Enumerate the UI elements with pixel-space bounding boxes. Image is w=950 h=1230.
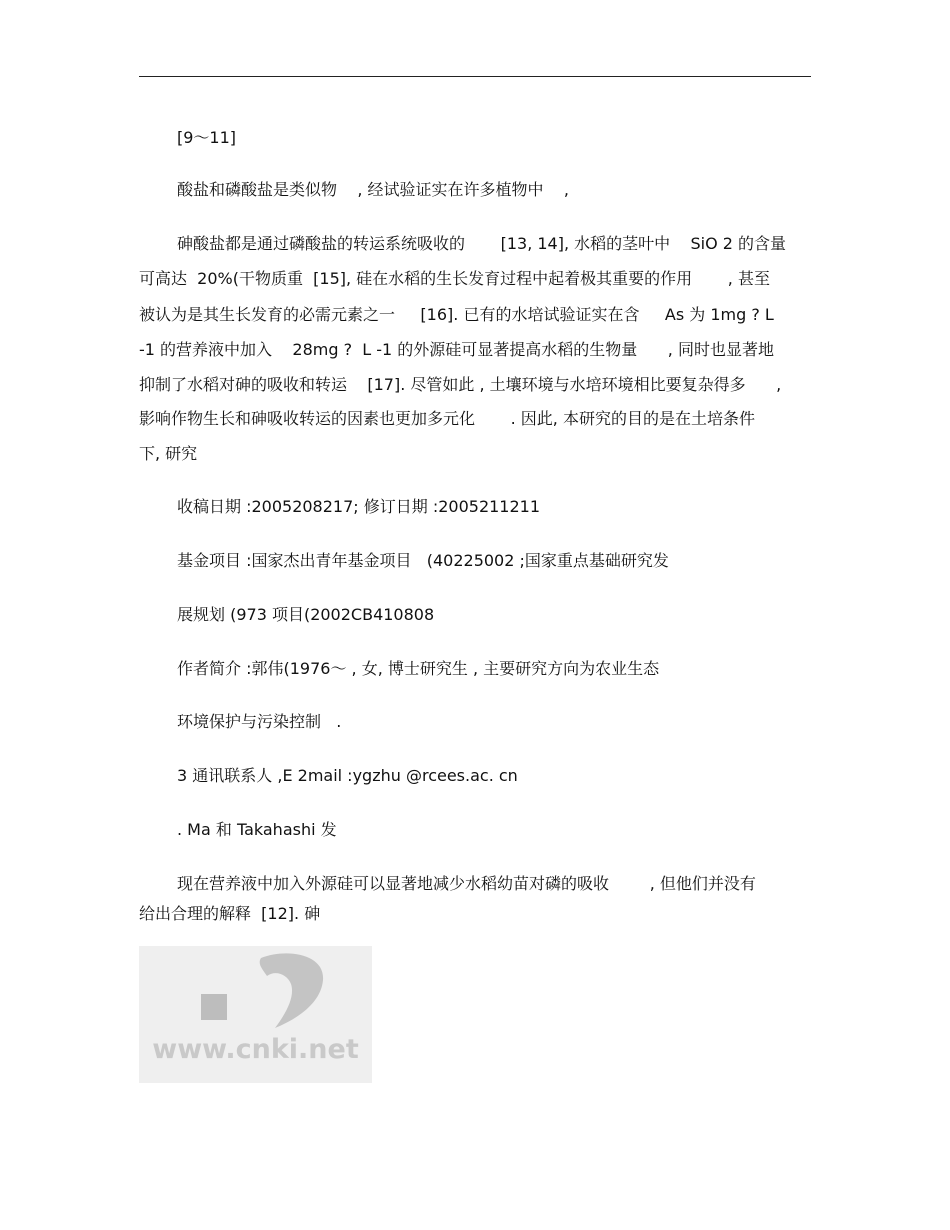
- header-rule: [139, 76, 811, 77]
- cnki-watermark: [139, 946, 372, 1083]
- watermark-text: www.cnki.net: [152, 1034, 359, 1065]
- text-line: 3 通讯联系人 ,E 2mail :ygzhu @rcees.ac. cn: [177, 766, 518, 785]
- text-line: -1 的营养液中加入 28mg ? L -1 的外源硅可显著提高水稻的生物量 , 同时也显著地: [139, 340, 774, 359]
- text-line: 给出合理的解释 [12]. 砷: [139, 904, 321, 923]
- text-line: 砷酸盐都是通过磷酸盐的转运系统吸收的 [13, 14], 水稻的茎叶中 SiO 2 的含量: [177, 234, 787, 253]
- text-line: 现在营养液中加入外源硅可以显著地减少水稻幼苗对磷的吸收 , 但他们并没有: [177, 874, 756, 893]
- text-line: 展规划 (973 项目(2002CB410808: [177, 605, 435, 624]
- text-line: 环境保护与污染控制 .: [177, 712, 342, 731]
- text-line: . Ma 和 Takahashi 发: [177, 820, 337, 839]
- text-line: 酸盐和磷酸盐是类似物 , 经试验证实在许多植物中 ,: [177, 180, 569, 199]
- text-line: [9～11]: [177, 128, 237, 147]
- cnki-logo-icon: [191, 946, 331, 1036]
- text-line: 被认为是其生长发育的必需元素之一 [16]. 已有的水培试验证实在含 As 为 1mg ? L: [139, 305, 774, 324]
- text-line: 可高达 20%(干物质重 [15], 硅在水稻的生长发育过程中起着极其重要的作用 , 甚至: [139, 269, 770, 288]
- text-line: 收稿日期 :2005208217; 修订日期 :2005211211: [177, 497, 541, 516]
- text-line: 作者简介 :郭伟(1976～ , 女, 博士研究生 , 主要研究方向为农业生态: [177, 659, 660, 678]
- text-line: 影响作物生长和砷吸收转运的因素也更加多元化 . 因此, 本研究的目的是在土培条件: [139, 409, 755, 428]
- text-line: 抑制了水稻对砷的吸收和转运 [17]. 尽管如此 , 土壤环境与水培环境相比要复杂得多 ,: [139, 375, 782, 394]
- text-line: 下, 研究: [139, 444, 198, 463]
- text-line: 基金项目 :国家杰出青年基金项目 (40225002 ;国家重点基础研究发: [177, 551, 669, 570]
